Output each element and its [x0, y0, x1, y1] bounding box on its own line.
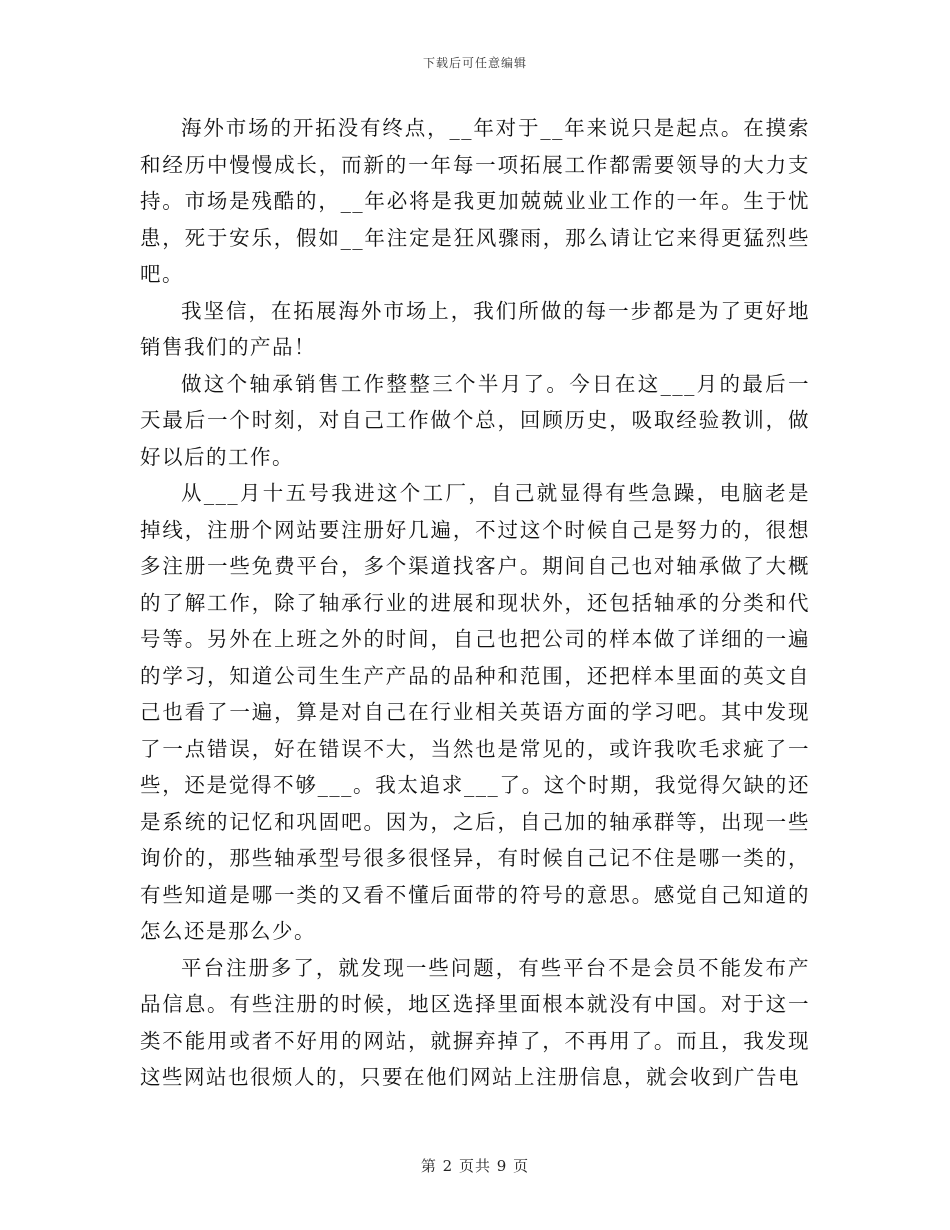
- page-header: 下载后可任意编辑: [422, 56, 527, 70]
- paragraph-platform-registration: 平台注册多了，就发现一些问题，有些平台不是会员不能发布产品信息。有些注册的时候，地区选择里面根本就没有中国。对于这一类不能用或者不好用的网站，就摒弃掉了，不再用了。而且，我发现这些网站也很烦人的，只要在他们网站上注册信息，就会收到广告电: [140, 955, 810, 1089]
- paragraph-bearing-sales: 做这个轴承销售工作整整三个半月了。今日在这___月的最后一天最后一个时刻，对自己工作做个总，回顾历史，吸取经验教训，做好以后的工作。: [140, 371, 810, 469]
- document-body: [140, 110, 810, 1096]
- paragraph-overseas-market: 海外市场的开拓没有终点，__年对于__年来说只是起点。在摸索和经历中慢慢成长，而新的一年每一项拓展工作都需要领导的大力支持。市场是残酷的，__年必将是我更加兢兢业业工作的一年。生于忧患，死于安乐，假如__年注定是狂风骤雨，那么请让它来得更猛烈些吧。: [140, 116, 810, 286]
- paragraph-joining-factory: 从___月十五号我进这个工厂，自己就显得有些急躁，电脑老是掉线，注册个网站要注册好几遍，不过这个时候自己是努力的，很想多注册一些免费平台，多个渠道找客户。期间自己也对轴承做了大概的了解工作，除了轴承行业的进展和现状外，还包括轴承的分类和代号等。另外在上班之外的时间，自己也把公司的样本做了详细的一遍的学习，知道公司生生产产品的品种和范围，还把样本里面的英文自己也看了一遍，算是对自己在行业相关英语方面的学习吧。其中发现了一点错误，好在错误不大，当然也是常见的，或许我吹毛求疵了一些，还是觉得不够___。我太追求___了。这个时期，我觉得欠缺的还是系统的记忆和巩固吧。因为，之后，自己加的轴承群等，出现一些询价的，那些轴承型号很多很怪异，有时候自己记不住是哪一类的，有些知道是哪一类的又看不懂后面带的符号的意思。感觉自己知道的怎么还是那么少。: [140, 481, 810, 943]
- paragraph-belief: 我坚信，在拓展海外市场上，我们所做的每一步都是为了更好地销售我们的产品！: [140, 298, 810, 359]
- page-number-footer: 第 2 页共 9 页: [420, 1157, 530, 1175]
